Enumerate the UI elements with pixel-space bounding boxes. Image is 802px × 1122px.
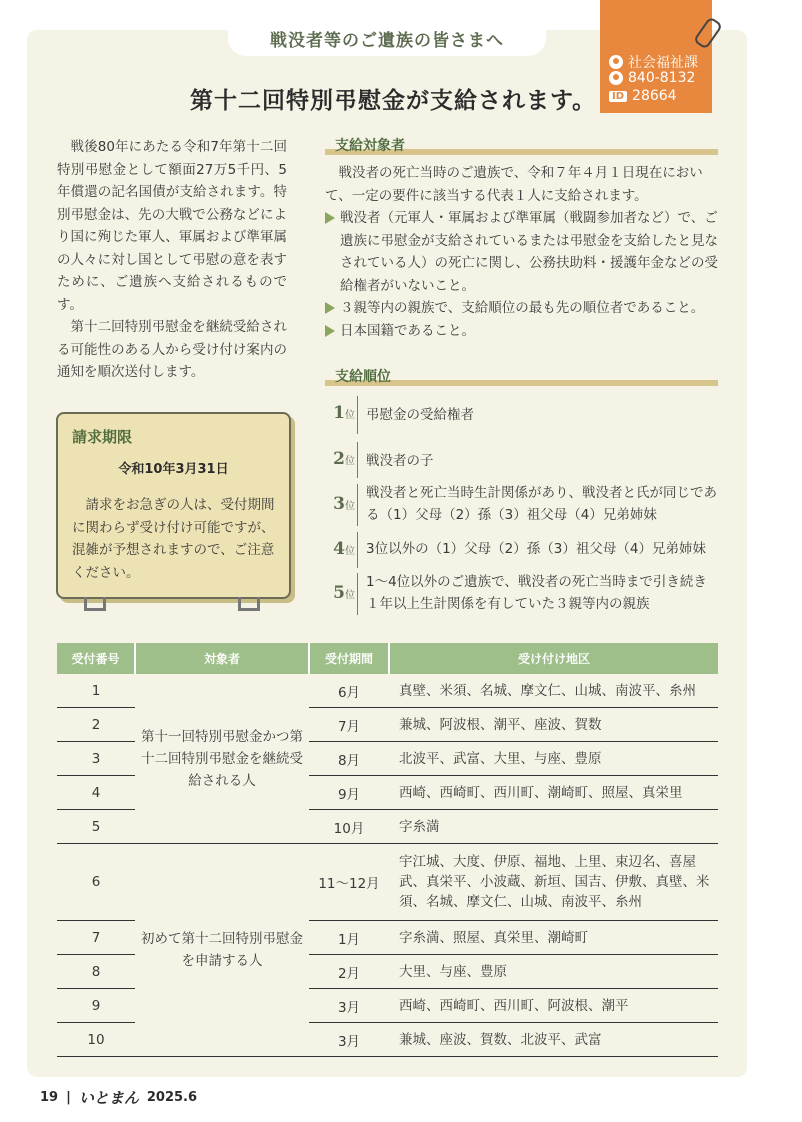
table-row	[57, 844, 718, 921]
cell-target: 初めて第十二回特別弔慰金を申請する人	[135, 844, 309, 1057]
triangle-bullet-icon	[325, 212, 335, 224]
cell-no: 8	[57, 955, 135, 989]
col-header: 受付番号	[57, 643, 135, 674]
person-icon	[609, 55, 623, 69]
table-header-row	[57, 643, 718, 674]
cell-period: 7月	[309, 708, 389, 742]
table-row	[57, 674, 718, 708]
page-title: 第十二回特別弔慰金が支給されます。	[190, 88, 597, 114]
cell-no: 3	[57, 742, 135, 776]
cell-period: 3月	[309, 989, 389, 1023]
ranking-heading-text: 支給順位	[335, 369, 391, 385]
eligibility-item: ３親等内の親族で、支給順位の最も先の順位者であること。	[325, 297, 720, 320]
cell-period: 2月	[309, 955, 389, 989]
cell-period: 1月	[309, 921, 389, 955]
footer: 19 | いとまん 2025.6	[40, 1089, 198, 1107]
cell-no: 4	[57, 776, 135, 810]
cell-area: 字糸満	[389, 810, 718, 844]
cell-area: 西崎、西崎町、西川町、潮崎町、照屋、真栄里	[389, 776, 718, 810]
triangle-bullet-icon	[325, 325, 335, 337]
contact-id-text: 28664	[632, 88, 677, 104]
sign-leg-right	[238, 597, 260, 611]
contact-dept-text: 社会福祉課	[628, 55, 698, 71]
cell-no: 2	[57, 708, 135, 742]
contact-id	[609, 88, 677, 104]
cell-no: 10	[57, 1023, 135, 1057]
cell-period: 11～12月	[309, 844, 389, 921]
rank-text: 戦没者と死亡当時生計関係があり、戦没者と氏が同じである（1）父母（2）孫（3）祖父母（4）兄弟姉妹	[366, 485, 717, 523]
col-header: 受け付け地区	[389, 643, 718, 674]
contact-phone	[609, 70, 695, 86]
cell-area: 兼城、阿波根、潮平、座波、賀数	[389, 708, 718, 742]
cell-area: 大里、与座、豊原	[389, 955, 718, 989]
eligibility-heading-text: 支給対象者	[335, 138, 405, 154]
cell-period: 6月	[309, 674, 389, 708]
cell-area: 字糸満、照屋、真栄里、潮崎町	[389, 921, 718, 955]
magazine-logo: いとまん	[78, 1089, 139, 1107]
contact-phone-text: 840-8132	[628, 70, 696, 86]
phone-icon	[609, 71, 623, 85]
triangle-bullet-icon	[325, 302, 335, 314]
cell-no: 1	[57, 674, 135, 708]
eligibility-item: 日本国籍であること。	[325, 320, 720, 343]
notice-heading: 請求期限	[72, 428, 133, 446]
cell-no: 6	[57, 844, 135, 921]
cell-no: 9	[57, 989, 135, 1023]
cell-no: 7	[57, 921, 135, 955]
cell-area: 北波平、武富、大里、与座、豊原	[389, 742, 718, 776]
notice-date: 令和10年3月31日	[118, 462, 229, 477]
rank-text: 戦没者の子	[366, 453, 434, 469]
cell-period: 9月	[309, 776, 389, 810]
eligibility-section	[325, 162, 720, 342]
col-header: 対象者	[135, 643, 309, 674]
schedule-table	[57, 643, 718, 1057]
ranking-heading	[325, 370, 718, 386]
cell-area: 兼城、座波、賀数、北波平、武富	[389, 1023, 718, 1057]
col-header: 受付期間	[309, 643, 389, 674]
notice-body: 請求をお急ぎの人は、受付期間に関わらず受け付け可能ですが、混雑が予想されますので、ご注意ください。	[72, 497, 275, 581]
cell-period: 10月	[309, 810, 389, 844]
eligibility-heading	[325, 139, 718, 155]
intro-paragraph-1: 戦後80年にあたる令和7年第十二回特別弔慰金として額面27万5千円、5年償還の記名国債が支給されます。特別弔慰金は、先の大戦で公務などにより国に殉じた軍人、軍属および準軍属の人々に対し国として弔慰の意を表すために、ご遺族へ支給されるものです。	[57, 139, 287, 313]
deadline-notice	[56, 412, 291, 599]
cell-area: 西崎、西崎町、西川町、阿波根、潮平	[389, 989, 718, 1023]
eligibility-item: 戦没者（元軍人・軍属および準軍属（戦闘参加者など）で、ご遺族に弔慰金が支給されているまたは弔慰金を支給したと見なされている人）の死亡に関し、公務扶助料・援護年金などの受給権者がいないこと。	[325, 207, 720, 297]
intro-paragraph-2: 第十二回特別弔慰金を継続受給される可能性のある人から受け付け案内の通知を順次送付します。	[57, 319, 287, 380]
banner	[228, 10, 546, 56]
sign-leg-left	[84, 597, 106, 611]
cell-target: 第十一回特別弔慰金かつ第十二回特別弔慰金を継続受給される人	[135, 674, 309, 844]
cell-area: 真壁、米須、名城、摩文仁、山城、南波平、糸州	[389, 674, 718, 708]
issue-date: 2025.6	[146, 1090, 198, 1105]
contact-dept	[609, 52, 698, 72]
banner-text: 戦没者等のご遺族の皆さまへ	[270, 31, 504, 51]
eligibility-lead: 戦没者の死亡当時のご遺族で、令和７年４月１日現在において、一定の要件に該当する代表１人に支給されます。	[325, 165, 703, 204]
cell-period: 8月	[309, 742, 389, 776]
cell-period: 3月	[309, 1023, 389, 1057]
contact-box	[600, 0, 712, 113]
cell-no: 5	[57, 810, 135, 844]
rank-text: 弔慰金の受給権者	[366, 407, 474, 423]
cell-area: 宇江城、大度、伊原、福地、上里、束辺名、喜屋武、真栄平、小波蔵、新垣、国吉、伊敷、真壁、米須、名城、摩文仁、山城、南波平、糸州	[389, 844, 718, 921]
rank-text: 3位以外の（1）父母（2）孫（3）祖父母（4）兄弟姉妹	[366, 541, 706, 557]
rank-text: 1～4位以外のご遺族で、戦没者の死亡当時まで引き続き１年以上生計関係を有していた３親等内の親族	[366, 574, 707, 612]
page-number: 19	[40, 1090, 59, 1105]
id-search-icon: ID	[609, 91, 627, 102]
intro-text	[57, 136, 287, 384]
